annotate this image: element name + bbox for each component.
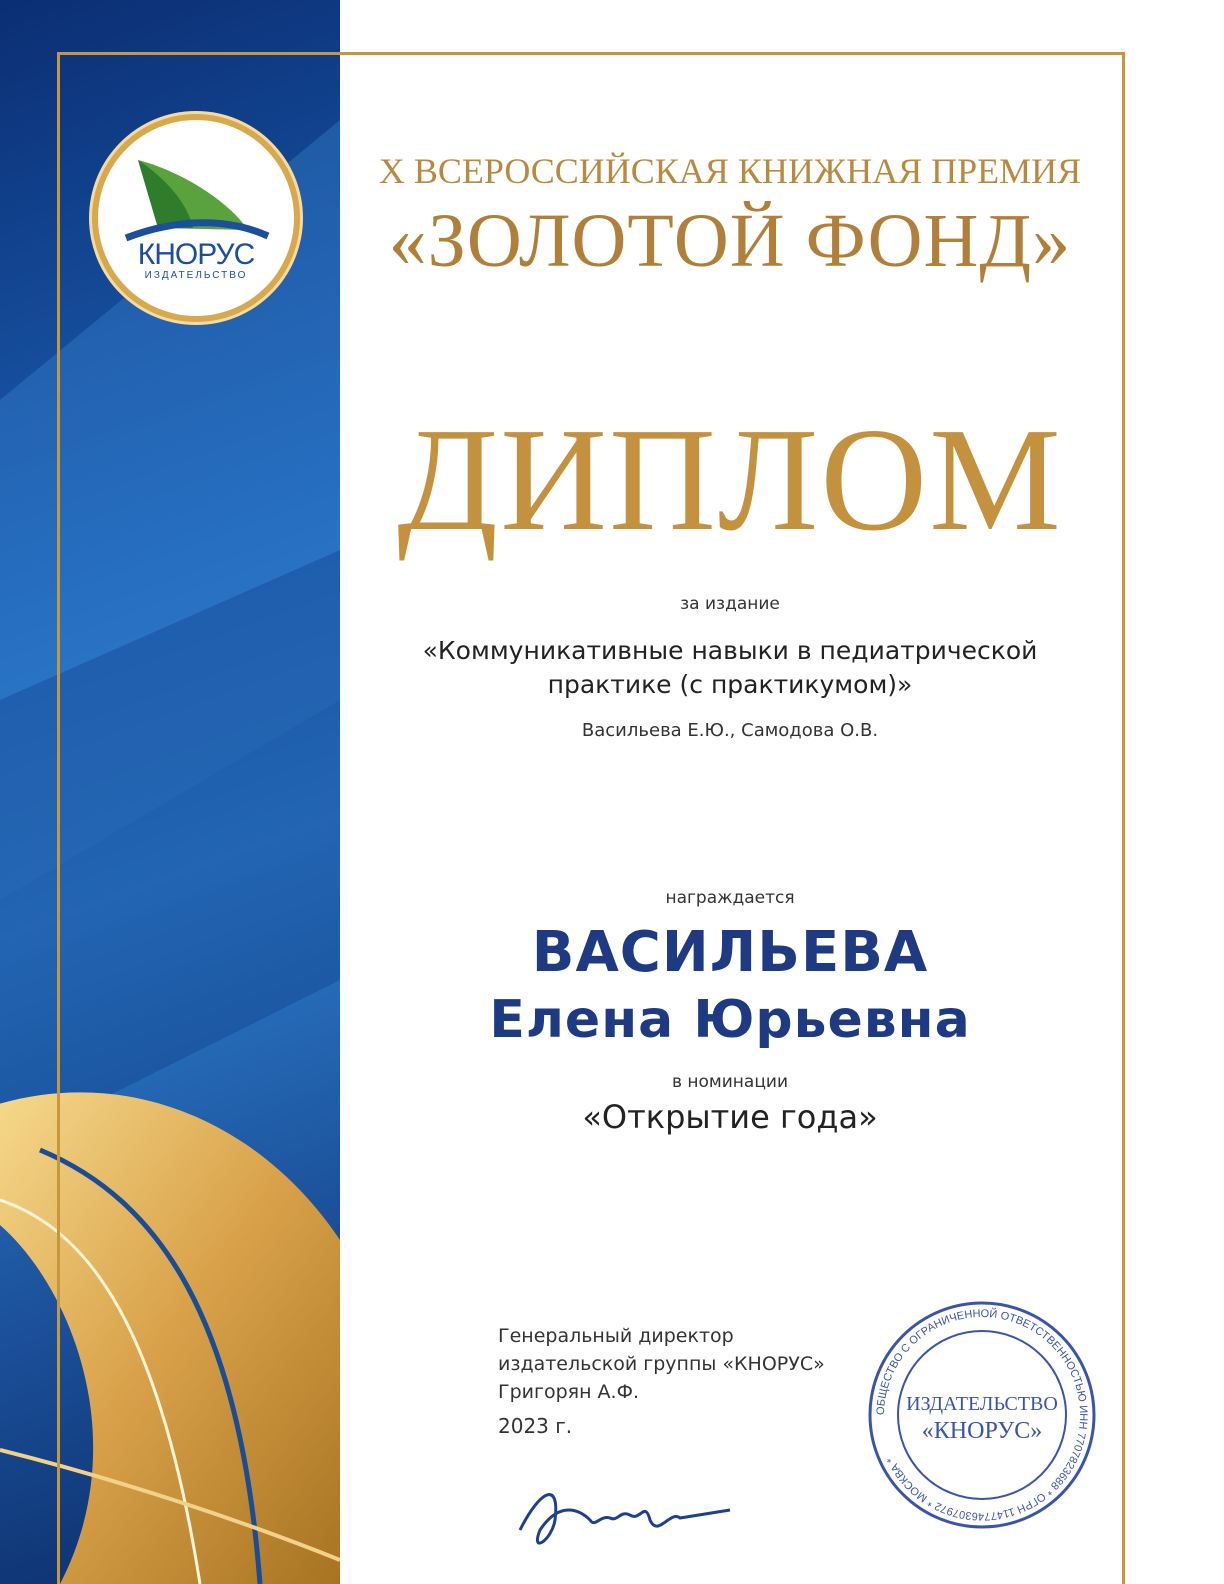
- publisher-stamp: [862, 1300, 1102, 1530]
- stamp-ring-text: ОБЩЕСТВО С ОГРАНИЧЕННОЙ ОТВЕТСТВЕННОСТЬЮ ИНН 7707823688 * ОГРН 1147746307972 * МОСКВА *: [874, 1307, 1090, 1523]
- awardee-surname: ВАСИЛЬЕВА: [531, 920, 929, 985]
- handwritten-signature: [500, 1460, 740, 1560]
- logo-subtitle: ИЗДАТЕЛЬСТВО: [144, 270, 248, 281]
- book-title-line-1: «Коммуникативные навыки в педиатрической: [422, 636, 1038, 665]
- issue-year: 2023 г.: [498, 1414, 573, 1438]
- sail-icon: [98, 120, 294, 316]
- nomination-name: «Открытие года»: [582, 1098, 878, 1136]
- document-title: ДИПЛОМ: [397, 398, 1063, 562]
- knorus-logo: [98, 120, 294, 316]
- stamp-line-1: ИЗДАТЕЛЬСТВО: [906, 1393, 1058, 1415]
- book-authors: Васильева Е.Ю., Самодова О.В.: [581, 720, 879, 741]
- signatory-block: [498, 1322, 825, 1406]
- signatory-position: Генеральный директор: [498, 1325, 734, 1347]
- stamp-line-2: «КНОРУС»: [921, 1418, 1043, 1444]
- prize-title: X ВСЕРОССИЙСКАЯ КНИЖНАЯ ПРЕМИЯ: [378, 151, 1082, 191]
- edition-label: за издание: [680, 594, 780, 614]
- signatory-name: Григорян А.Ф.: [498, 1381, 639, 1403]
- awarded-label: награждается: [665, 888, 795, 908]
- nomination-label: в номинации: [671, 1072, 788, 1092]
- book-title-line-2: практике (с практикумом)»: [547, 670, 913, 699]
- book-title: [340, 634, 1120, 702]
- logo-name: КНОРУС: [137, 238, 255, 271]
- prize-name: «ЗОЛОТОЙ ФОНД»: [388, 199, 1072, 283]
- signatory-organization: издательской группы «КНОРУС»: [498, 1353, 825, 1375]
- awardee-given-names: Елена Юрьевна: [489, 990, 971, 1050]
